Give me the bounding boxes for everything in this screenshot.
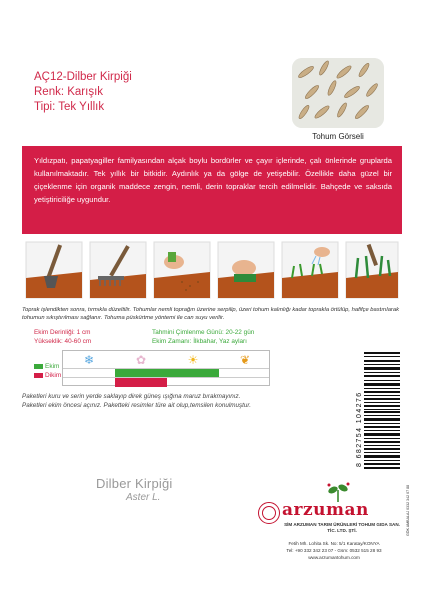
description-text: Yıldızpatı, papatyagiller familyasından alçak boylu bordürler ve çayır içlerinde, çalı önlerinde gruplarda kullanılmaktadır. Tek yıllık bir bitkidir. Aydınlık ya da gölge de yetişebilir. Özellikle daha güzel bir çiçeklenme için organik maddece zengin, nemli, derin topraklar tercih edilmelidir. Bahçede ve saksıda yetiştiriciliğe uygundur.	[34, 156, 392, 204]
seed-photo	[292, 58, 384, 128]
seed-photo-caption: Tohum Görseli	[312, 132, 364, 141]
side-printer-code: GÖK AMBALAJ 0332 342 07 88	[406, 484, 410, 536]
sowing-time: Ekim Zamanı: İlkbahar, Yaz ayları	[152, 338, 247, 345]
company-logo-wordmark: arzuman	[282, 500, 369, 520]
description-box	[22, 146, 402, 234]
product-title: AÇ12-Dilber Kirpiği	[34, 71, 132, 83]
company-web: www.arzumantohum.com	[308, 555, 360, 560]
step-cover-icon	[218, 242, 274, 298]
product-common-name: Dilber Kirpiği	[96, 476, 173, 491]
legend-sow	[34, 362, 64, 371]
growing-steps-illustration	[22, 238, 402, 302]
info-left	[34, 328, 91, 346]
barcode-number: 8 682754 104276	[356, 391, 363, 467]
flower-icon: ✿	[135, 352, 147, 367]
company-seal-icon	[258, 502, 280, 524]
plant-height: Yükseklik: 40-60 cm	[34, 338, 92, 345]
legend-sow-label: Ekim	[45, 363, 60, 370]
company-subtitle: SİM ARZUMAN TARIM ÜRÜNLERİ TOHUM GIDA SAN. TİC. LTD. ŞTİ.	[284, 522, 400, 533]
step-grow-icon	[346, 242, 398, 298]
company-address	[272, 540, 396, 561]
product-scientific-name: Aster L.	[126, 492, 161, 503]
leaf-icon: ❦	[239, 352, 251, 367]
calendar-row-sow	[63, 368, 269, 377]
calendar-legend	[34, 362, 64, 380]
planting-calendar	[34, 350, 270, 386]
legend-sow-swatch	[34, 364, 43, 369]
info-right	[152, 328, 254, 346]
company-street: Fetih Mh. Lohita Sk. No: 5/1 Karatay/KONYA	[288, 541, 380, 546]
sprout-logo-icon	[324, 482, 352, 502]
step-sow-icon	[154, 242, 210, 298]
sowing-depth: Ekim Derinliği: 1 cm	[34, 329, 91, 336]
snowflake-icon: ❄	[83, 352, 95, 367]
legend-plant-label: Dikim	[45, 372, 62, 379]
barcode-number-wrap	[356, 359, 364, 467]
product-title-block	[34, 70, 274, 115]
step-till-icon	[26, 242, 82, 298]
plant-bar	[115, 378, 167, 387]
company-phone: Tel: +90 332 342 23 07 - Gsm: 0532 515 28 93	[286, 548, 382, 553]
barcode	[364, 352, 400, 470]
product-name-block	[96, 476, 173, 503]
note-storage: Paketleri kuru ve serin yerde saklayıp direk güneş ışığına maruz bırakmayınız.	[22, 393, 241, 400]
step-rake-icon	[90, 242, 146, 298]
legend-plant-swatch	[34, 373, 43, 378]
product-color: Renk: Karışık	[34, 86, 104, 98]
step-water-icon	[282, 242, 338, 298]
steps-caption: Toprak işlendikten sonra, tırmıkla düzeltilir. Tohumlar nemli toprağın üzerine serpilip, üzeri tohum kalınlığı kadar toprakla örtülüp, hafifçe bastırılarak tohumun sıkıştırılması sağlanır. Tohuma püskürtme yöntemi ile can suyu verilir.	[22, 307, 399, 321]
season-icons	[63, 351, 271, 368]
germination-days: Tahmini Çimlenme Günü: 20-22 gün	[152, 329, 255, 336]
product-type: Tipi: Tek Yıllık	[34, 101, 105, 113]
calendar-row-plant	[63, 377, 269, 386]
storage-notes	[22, 392, 322, 410]
note-pictures: Paketleri ekim öncesi açınız. Paketteki resimler türe ait olup,temsilen konulmuştur.	[22, 402, 251, 409]
legend-plant	[34, 371, 64, 380]
sun-icon: ☀	[187, 352, 199, 367]
calendar-grid	[62, 350, 270, 386]
